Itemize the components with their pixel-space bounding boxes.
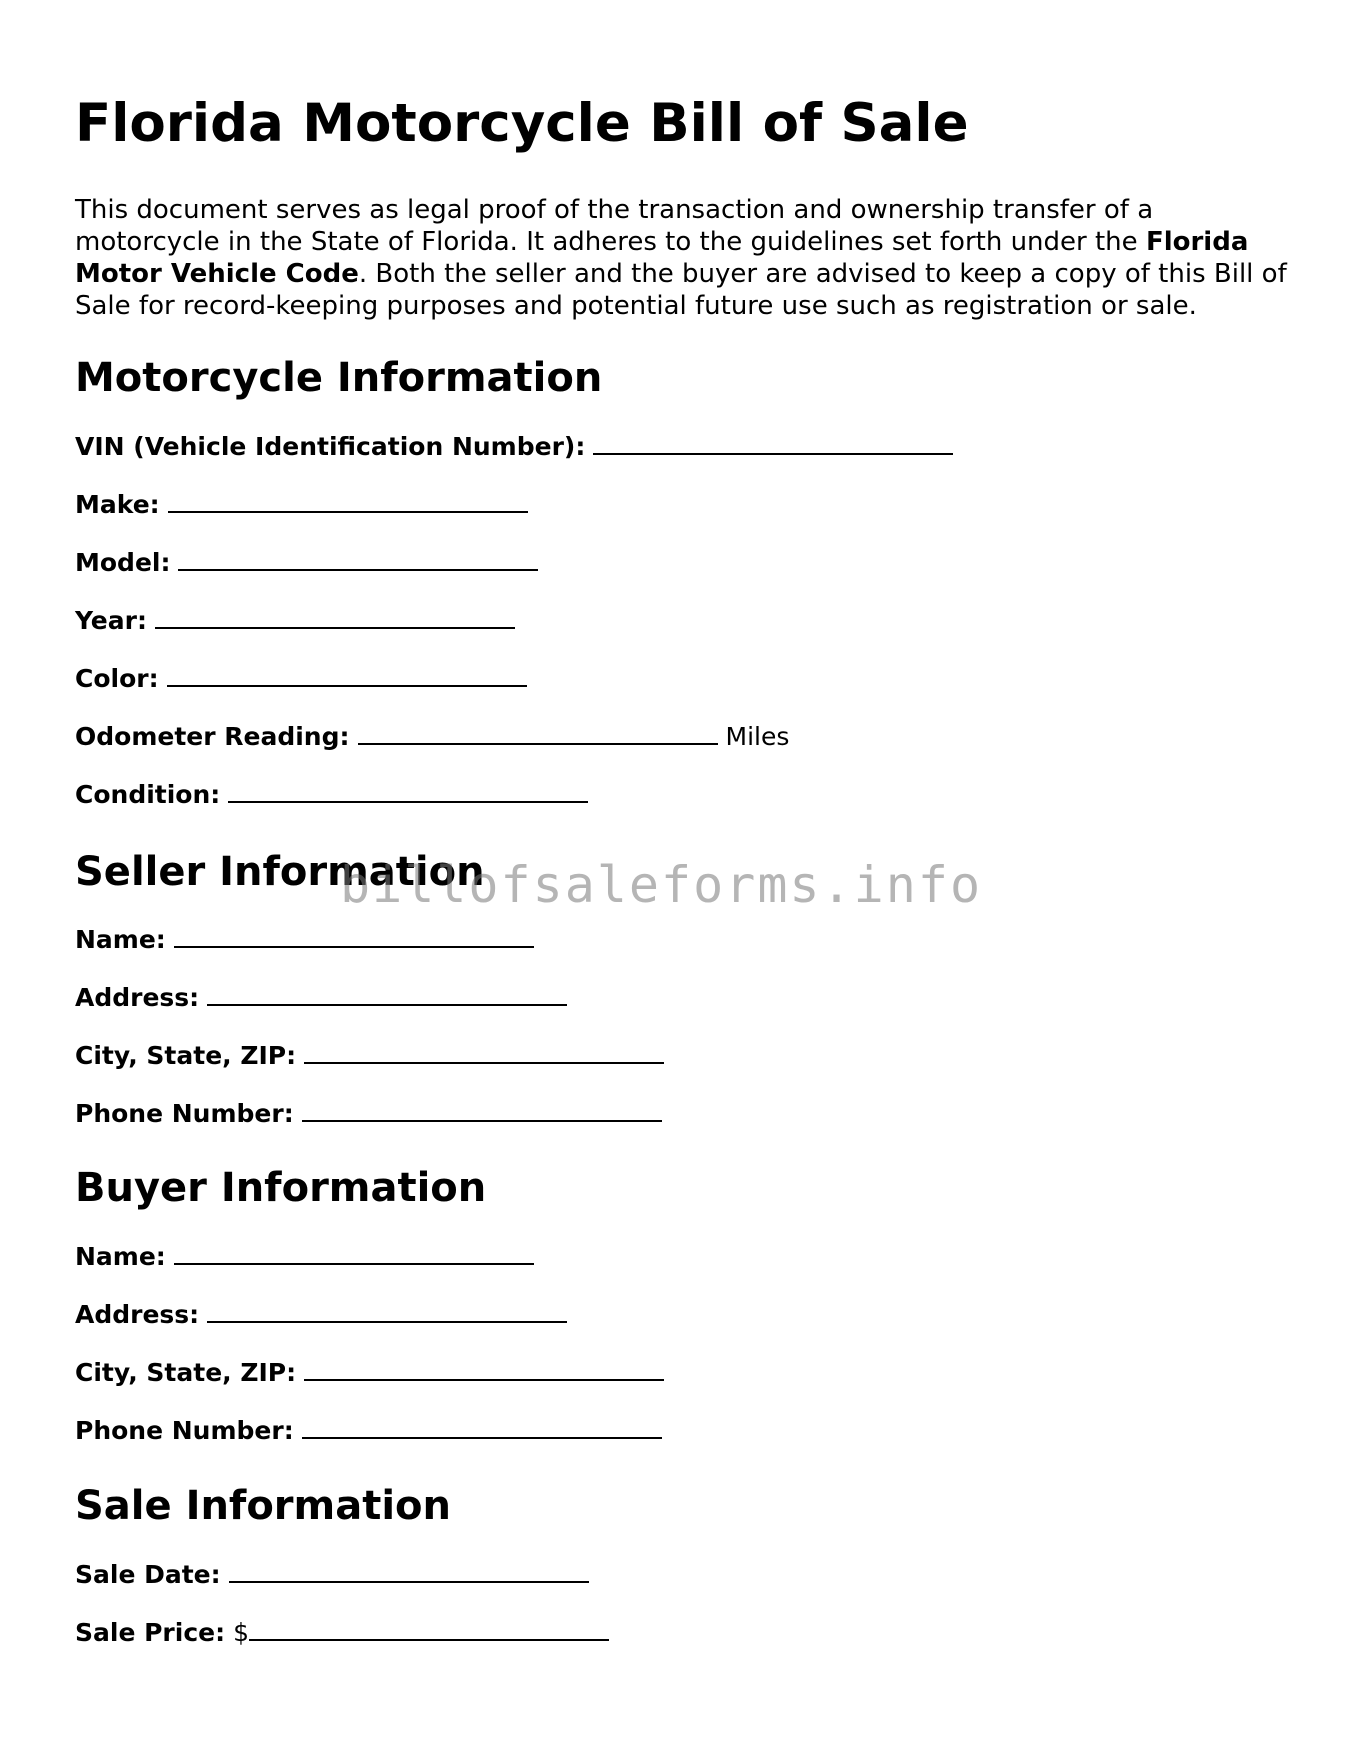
color-blank[interactable]	[167, 685, 527, 687]
intro-paragraph	[75, 194, 1290, 322]
buyer-city-label: City, State, ZIP:	[75, 1358, 297, 1387]
sale-section-heading: Sale Information	[75, 1483, 451, 1529]
condition-field	[75, 780, 588, 810]
seller-address-label: Address:	[75, 983, 200, 1012]
seller-city-blank[interactable]	[304, 1062, 664, 1064]
intro-text-1: This document serves as legal proof of the transaction and ownership transfer of a motorcycle in the State of Florida. It adheres to the guidelines set forth under the	[75, 195, 1154, 257]
buyer-phone-blank[interactable]	[302, 1437, 662, 1439]
buyer-address-blank[interactable]	[207, 1321, 567, 1323]
condition-label: Condition:	[75, 780, 221, 809]
intro-text-2: . Both the seller and the buyer are advised to keep a copy of this Bill of Sale for record-keeping purposes and potential future use such as registration or sale.	[75, 259, 1287, 321]
seller-phone-field	[75, 1099, 662, 1129]
color-field	[75, 664, 527, 694]
model-label: Model:	[75, 548, 171, 577]
make-blank[interactable]	[168, 511, 528, 513]
odometer-blank[interactable]	[358, 743, 718, 745]
watermark: billofsaleforms.info	[340, 856, 983, 914]
model-blank[interactable]	[178, 569, 538, 571]
buyer-address-field	[75, 1300, 567, 1330]
buyer-city-blank[interactable]	[304, 1379, 664, 1381]
seller-name-blank[interactable]	[174, 946, 534, 948]
model-field	[75, 548, 538, 578]
seller-city-label: City, State, ZIP:	[75, 1041, 297, 1070]
seller-phone-blank[interactable]	[302, 1120, 662, 1122]
odometer-label: Odometer Reading:	[75, 722, 350, 751]
color-label: Color:	[75, 664, 159, 693]
vin-field	[75, 432, 953, 462]
year-label: Year:	[75, 606, 147, 635]
buyer-name-blank[interactable]	[174, 1263, 534, 1265]
sale-date-label: Sale Date:	[75, 1560, 221, 1589]
seller-city-field	[75, 1041, 664, 1071]
odometer-unit: Miles	[725, 722, 790, 751]
condition-blank[interactable]	[228, 801, 588, 803]
buyer-section-heading: Buyer Information	[75, 1165, 487, 1211]
buyer-name-field	[75, 1242, 534, 1272]
sale-price-label: Sale Price:	[75, 1618, 226, 1647]
buyer-phone-label: Phone Number:	[75, 1416, 294, 1445]
buyer-city-field	[75, 1358, 664, 1388]
sale-price-field	[75, 1618, 609, 1648]
buyer-phone-field	[75, 1416, 662, 1446]
make-label: Make:	[75, 490, 160, 519]
page-title: Florida Motorcycle Bill of Sale	[75, 93, 969, 154]
motorcycle-section-heading: Motorcycle Information	[75, 355, 603, 401]
vin-blank[interactable]	[593, 453, 953, 455]
seller-section-heading: Seller Information	[75, 849, 485, 895]
intro-bold-code: Florida Motor Vehicle Code	[75, 227, 1249, 289]
vin-label: VIN (Vehicle Identification Number):	[75, 432, 586, 461]
year-field	[75, 606, 515, 636]
make-field	[75, 490, 528, 520]
seller-address-blank[interactable]	[207, 1004, 567, 1006]
seller-address-field	[75, 983, 567, 1013]
sale-date-field	[75, 1560, 589, 1590]
seller-name-field	[75, 925, 534, 955]
buyer-name-label: Name:	[75, 1242, 166, 1271]
seller-name-label: Name:	[75, 925, 166, 954]
dollar-sign: $	[233, 1618, 250, 1647]
buyer-address-label: Address:	[75, 1300, 200, 1329]
sale-price-blank[interactable]	[249, 1639, 609, 1641]
year-blank[interactable]	[155, 627, 515, 629]
odometer-field	[75, 722, 789, 752]
seller-phone-label: Phone Number:	[75, 1099, 294, 1128]
sale-date-blank[interactable]	[229, 1581, 589, 1583]
